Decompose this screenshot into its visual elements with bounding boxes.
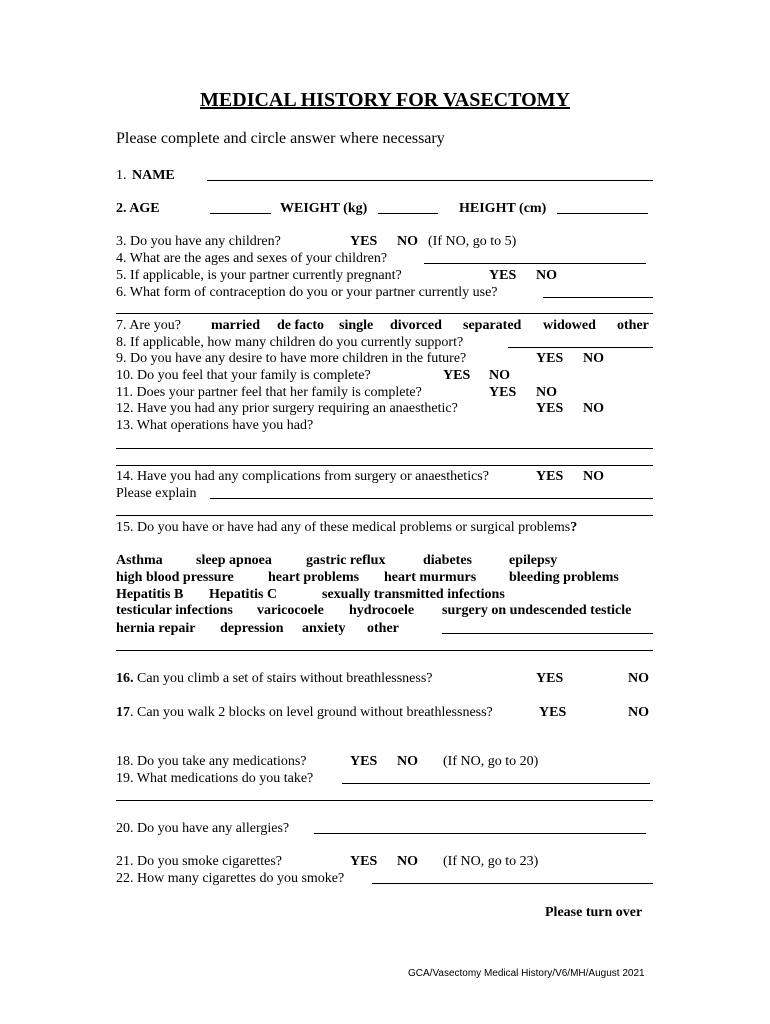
q16-question: Can you climb a set of stairs without breathlessness? xyxy=(137,671,433,686)
q1-label: NAME xyxy=(132,168,175,183)
q15-text xyxy=(116,520,577,536)
q9-text: 9. Do you have any desire to have more children in the future? xyxy=(116,351,467,366)
q14-yes-option[interactable]: YES xyxy=(536,469,564,484)
height-label: HEIGHT (cm) xyxy=(459,201,547,216)
condition-hydrocoele[interactable]: hydrocoele xyxy=(349,603,415,618)
children-supported-field[interactable] xyxy=(508,347,653,348)
turn-over-note: Please turn over xyxy=(545,905,643,920)
condition-bleeding-problems[interactable]: bleeding problems xyxy=(509,570,619,585)
condition-asthma[interactable]: Asthma xyxy=(116,553,163,568)
document-footer: GCA/Vasectomy Medical History/V6/MH/August 2021 xyxy=(408,968,645,979)
age-label: 2. AGE xyxy=(116,201,160,216)
condition-varicocoele[interactable]: varicocoele xyxy=(257,603,324,618)
q17-number: 17 xyxy=(116,705,130,720)
weight-label: WEIGHT (kg) xyxy=(280,201,368,216)
complications-explain-field[interactable] xyxy=(210,498,653,499)
q16-text xyxy=(116,671,433,687)
q7-text: 7. Are you? xyxy=(116,318,181,333)
q21-text: 21. Do you smoke cigarettes? xyxy=(116,854,283,869)
q18-yes-option[interactable]: YES xyxy=(350,754,378,769)
q21-yes-option[interactable]: YES xyxy=(350,854,378,869)
q3-yes-option[interactable]: YES xyxy=(350,234,378,249)
q3-note: (If NO, go to 5) xyxy=(428,234,517,249)
q21-note: (If NO, go to 23) xyxy=(443,854,539,869)
q7-option-other[interactable]: other xyxy=(617,318,649,333)
q14-no-option[interactable]: NO xyxy=(583,469,604,484)
allergies-field[interactable] xyxy=(314,833,646,834)
condition-hernia-repair[interactable]: hernia repair xyxy=(116,621,196,636)
q16-yes-option[interactable]: YES xyxy=(536,671,564,686)
height-field[interactable] xyxy=(557,213,648,214)
q17-question: . Can you walk 2 blocks on level ground without breathlessness? xyxy=(130,705,493,720)
q16-number: 16. xyxy=(116,671,134,686)
condition-high-blood-pressure[interactable]: high blood pressure xyxy=(116,570,234,585)
cigarettes-count-field[interactable] xyxy=(372,883,653,884)
q15-question-mark: ? xyxy=(570,520,578,535)
condition-anxiety[interactable]: anxiety xyxy=(302,621,346,636)
q12-text: 12. Have you had any prior surgery requiring an anaesthetic? xyxy=(116,401,458,416)
condition-undescended-testicle-surgery[interactable]: surgery on undescended testicle xyxy=(442,603,632,618)
q14-explain-label: Please explain xyxy=(116,486,197,501)
name-field[interactable] xyxy=(207,180,653,181)
q7-option-divorced[interactable]: divorced xyxy=(390,318,442,333)
q17-text xyxy=(116,705,493,721)
q12-no-option[interactable]: NO xyxy=(583,401,604,416)
condition-heart-murmurs[interactable]: heart murmurs xyxy=(384,570,477,585)
q17-no-option[interactable]: NO xyxy=(628,705,649,720)
q10-no-option[interactable]: NO xyxy=(489,368,510,383)
q7-option-widowed[interactable]: widowed xyxy=(543,318,596,333)
form-instructions: Please complete and circle answer where necessary xyxy=(116,130,445,147)
q7-option-married[interactable]: married xyxy=(211,318,260,333)
q22-text: 22. How many cigarettes do you smoke? xyxy=(116,871,345,886)
operations-field[interactable] xyxy=(116,448,653,449)
q5-yes-option[interactable]: YES xyxy=(489,268,517,283)
q7-option-single[interactable]: single xyxy=(339,318,374,333)
q18-note: (If NO, go to 20) xyxy=(443,754,539,769)
weight-field[interactable] xyxy=(378,213,438,214)
contraception-field-line2[interactable] xyxy=(116,313,653,314)
condition-hepatitis-b[interactable]: Hepatitis B xyxy=(116,587,184,602)
q11-yes-option[interactable]: YES xyxy=(489,385,517,400)
condition-depression[interactable]: depression xyxy=(220,621,284,636)
condition-other[interactable]: other xyxy=(367,621,399,636)
q7-option-de-facto[interactable]: de facto xyxy=(277,318,325,333)
q3-text: 3. Do you have any children? xyxy=(116,234,281,249)
condition-other-field[interactable] xyxy=(442,633,653,634)
q8-text: 8. If applicable, how many children do you currently support? xyxy=(116,335,464,350)
q13-text: 13. What operations have you had? xyxy=(116,418,314,433)
complications-explain-field-line2[interactable] xyxy=(116,515,653,516)
q10-text: 10. Do you feel that your family is complete? xyxy=(116,368,371,383)
condition-gastric-reflux[interactable]: gastric reflux xyxy=(306,553,386,568)
condition-other-field-line2[interactable] xyxy=(116,650,653,651)
q17-yes-option[interactable]: YES xyxy=(539,705,567,720)
condition-heart-problems[interactable]: heart problems xyxy=(268,570,360,585)
q20-text: 20. Do you have any allergies? xyxy=(116,821,290,836)
condition-epilepsy[interactable]: epilepsy xyxy=(509,553,558,568)
q11-no-option[interactable]: NO xyxy=(536,385,557,400)
condition-sti[interactable]: sexually transmitted infections xyxy=(322,587,505,602)
q18-no-option[interactable]: NO xyxy=(397,754,418,769)
q10-yes-option[interactable]: YES xyxy=(443,368,471,383)
age-field[interactable] xyxy=(210,213,271,214)
medications-field-line2[interactable] xyxy=(116,800,653,801)
q9-yes-option[interactable]: YES xyxy=(536,351,564,366)
condition-hepatitis-c[interactable]: Hepatitis C xyxy=(209,587,278,602)
q14-text: 14. Have you had any complications from surgery or anaesthetics? xyxy=(116,469,489,484)
q5-no-option[interactable]: NO xyxy=(536,268,557,283)
q21-no-option[interactable]: NO xyxy=(397,854,418,869)
condition-diabetes[interactable]: diabetes xyxy=(423,553,472,568)
children-ages-field[interactable] xyxy=(424,263,646,264)
q9-no-option[interactable]: NO xyxy=(583,351,604,366)
medications-field[interactable] xyxy=(342,783,650,784)
q19-text: 19. What medications do you take? xyxy=(116,771,314,786)
q6-text: 6. What form of contraception do you or your partner currently use? xyxy=(116,285,498,300)
contraception-field[interactable] xyxy=(543,297,653,298)
condition-testicular-infections[interactable]: testicular infections xyxy=(116,603,233,618)
q16-no-option[interactable]: NO xyxy=(628,671,649,686)
q18-text: 18. Do you take any medications? xyxy=(116,754,307,769)
operations-field-line2[interactable] xyxy=(116,465,653,466)
q1-number: 1. xyxy=(116,168,127,183)
q12-yes-option[interactable]: YES xyxy=(536,401,564,416)
q4-text: 4. What are the ages and sexes of your children? xyxy=(116,251,388,266)
q11-text: 11. Does your partner feel that her family is complete? xyxy=(116,385,422,400)
q15-question: 15. Do you have or have had any of these medical problems or surgical problems xyxy=(116,520,571,535)
form-title: MEDICAL HISTORY FOR VASECTOMY xyxy=(200,89,570,111)
q5-text: 5. If applicable, is your partner currently pregnant? xyxy=(116,268,402,283)
q3-no-option[interactable]: NO xyxy=(397,234,418,249)
condition-sleep-apnoea[interactable]: sleep apnoea xyxy=(196,553,272,568)
q7-option-separated[interactable]: separated xyxy=(463,318,522,333)
